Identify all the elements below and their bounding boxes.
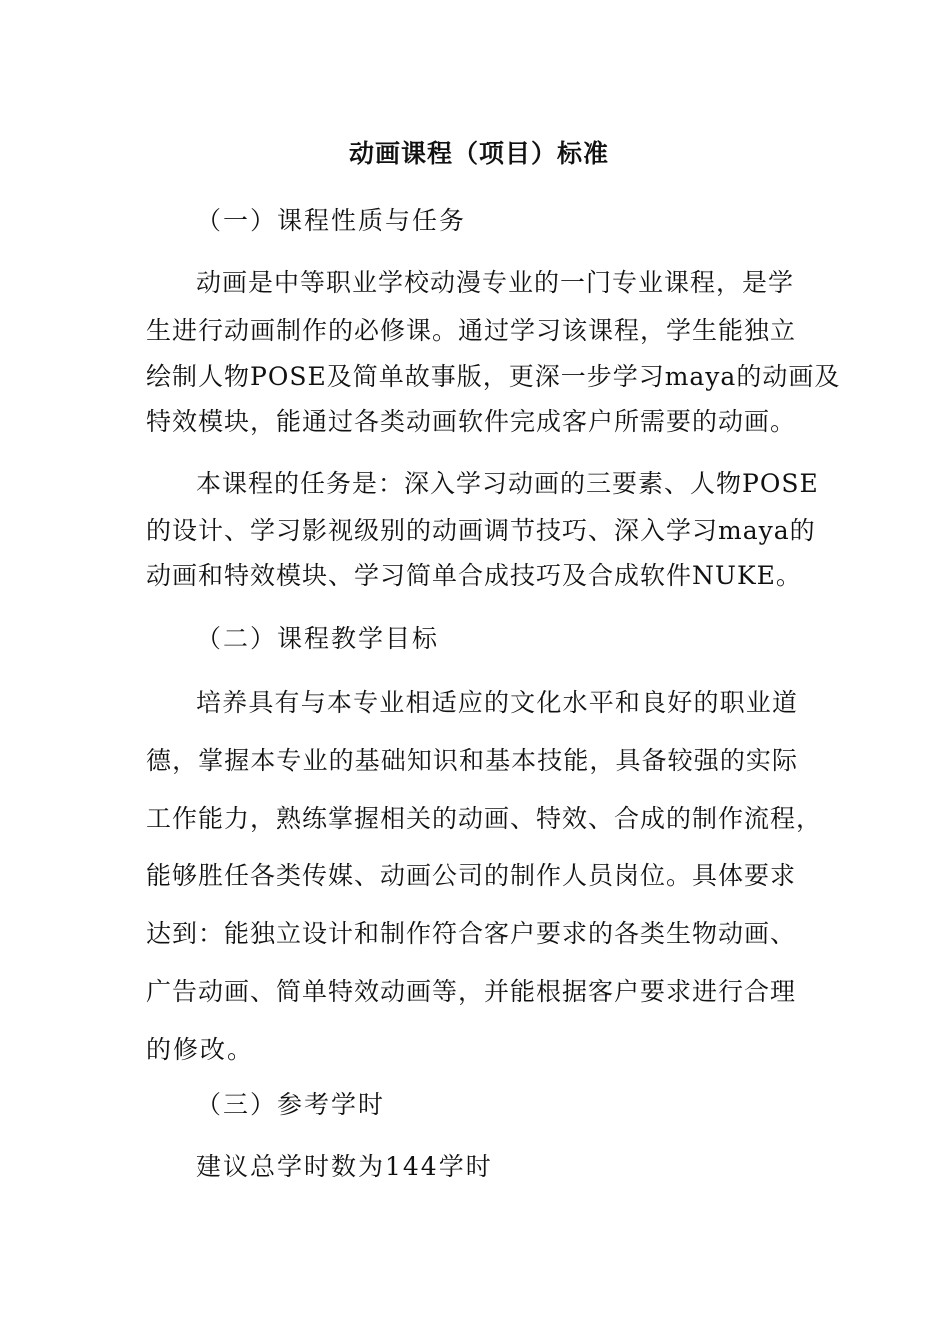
paragraph-line: 的修改。 [146, 1035, 255, 1064]
paragraph-line: 德，掌握本专业的基础知识和基本技能，具备较强的实际 [146, 746, 798, 775]
paragraph-line: 广告动画、简单特效动画等，并能根据客户要求进行合理 [146, 977, 797, 1006]
paragraph-line: 本课程的任务是：深入学习动画的三要素、人物POSE [196, 469, 819, 498]
section-heading-nature-and-tasks: （一）课程性质与任务 [196, 206, 467, 235]
paragraph-line: 能够胜任各类传媒、动画公司的制作人员岗位。具体要求 [146, 861, 797, 890]
paragraph-line: 培养具有与本专业相适应的文化水平和良好的职业道 [196, 688, 798, 717]
paragraph-line: 工作能力，熟练掌握相关的动画、特效、合成的制作流程， [146, 804, 823, 833]
paragraph-line: 建议总学时数为144学时 [196, 1152, 493, 1181]
paragraph-line: 动画是中等职业学校动漫专业的一门专业课程，是学 [196, 268, 795, 297]
paragraph-line: 特效模块，能通过各类动画软件完成客户所需要的动画。 [146, 407, 797, 436]
paragraph-line: 的设计、学习影视级别的动画调节技巧、深入学习maya的 [146, 516, 816, 545]
paragraph-line: 绘制人物POSE及简单故事版，更深一步学习maya的动画及 [146, 362, 841, 391]
paragraph-line: 达到：能独立设计和制作符合客户要求的各类生物动画、 [146, 919, 797, 948]
section-heading-teaching-goals: （二）课程教学目标 [196, 624, 440, 653]
section-heading-reference-hours: （三）参考学时 [196, 1090, 386, 1119]
paragraph-line: 生进行动画制作的必修课。通过学习该课程，学生能独立 [146, 316, 797, 345]
document-title: 动画课程（项目）标准 [349, 139, 610, 168]
paragraph-line: 动画和特效模块、学习简单合成技巧及合成软件NUKE。 [146, 561, 802, 590]
